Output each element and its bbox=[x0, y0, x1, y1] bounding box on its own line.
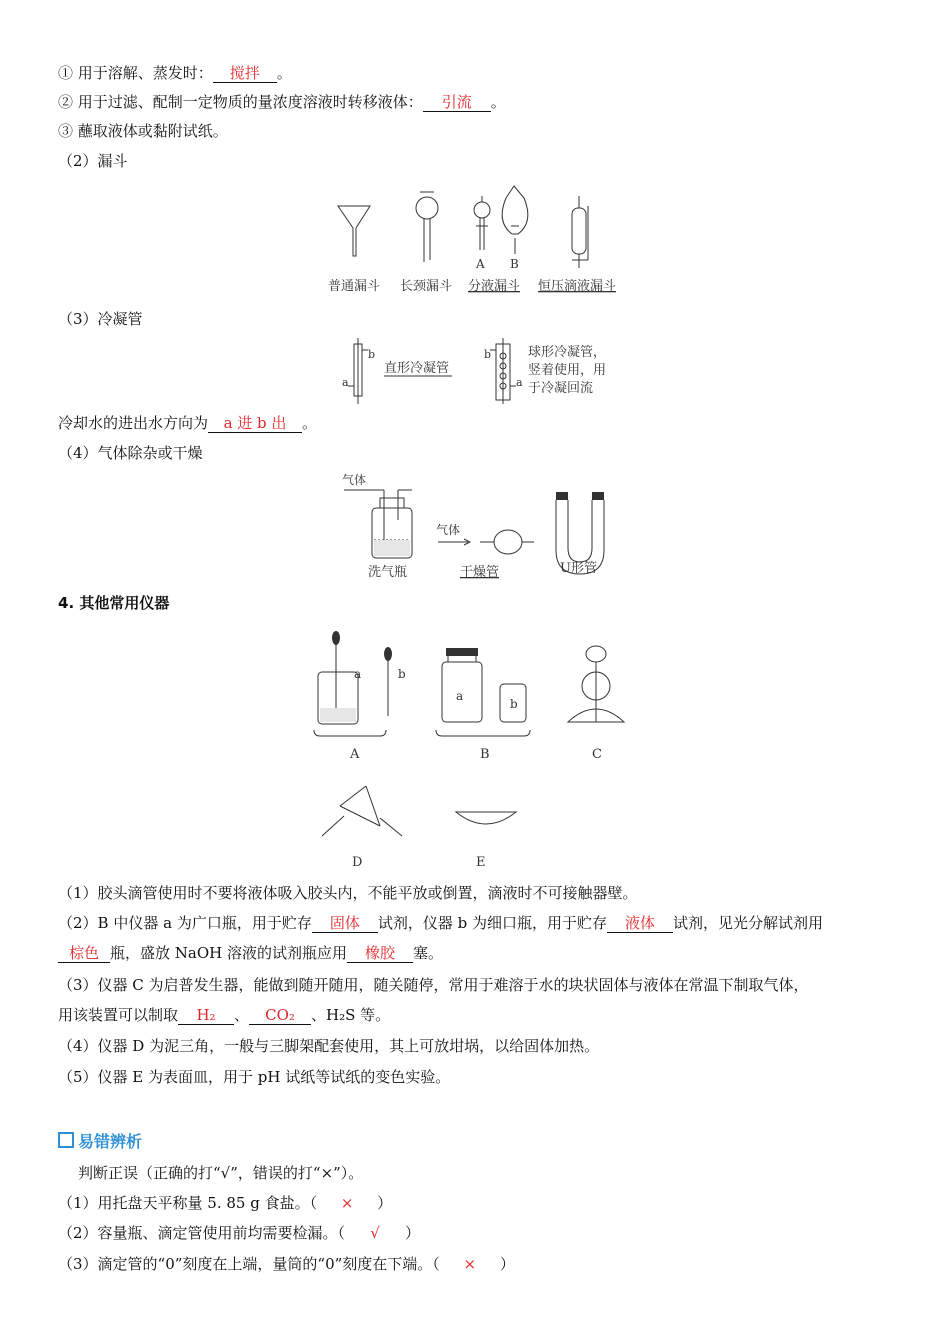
paragraph-5: （5）仪器 E 为表面皿，用于 pH 试纸等试纸的变色实验。 bbox=[58, 1068, 451, 1086]
clay-triangle-icon bbox=[340, 786, 366, 806]
port-b: b bbox=[484, 348, 492, 361]
port-a: a bbox=[516, 376, 523, 389]
section-heading bbox=[58, 592, 169, 614]
answer-blank: 橡胶 bbox=[347, 944, 413, 963]
instruments-figure bbox=[300, 626, 660, 876]
ball-condenser-label: 球形冷凝管， bbox=[528, 345, 607, 360]
glass-rod-use-2 bbox=[58, 91, 506, 113]
text: 用该装置可以制取 bbox=[58, 1006, 179, 1024]
port-a: a bbox=[342, 376, 349, 389]
glass-rod-use-3: ③ 蘸取液体或黏附试纸。 bbox=[58, 122, 228, 140]
funnel-heading: （2）漏斗 bbox=[58, 152, 128, 170]
gas-figure bbox=[330, 470, 630, 582]
error-item bbox=[58, 1192, 392, 1214]
small-label-a: a bbox=[456, 689, 464, 703]
item-close: ） bbox=[377, 1194, 393, 1212]
port-b: b bbox=[368, 348, 376, 361]
text: ② 用于过滤、配制一定物质的量浓度溶液时转移液体： bbox=[58, 93, 423, 111]
funnel-figure bbox=[320, 178, 640, 298]
water-flow-line bbox=[58, 412, 317, 434]
error-intro: 判断正误（正确的打“√”，错误的打“×”）。 bbox=[78, 1164, 364, 1182]
small-label-b: b bbox=[398, 667, 406, 681]
paragraph-1: （1）胶头滴管使用时不要将液体吸入胶头内，不能平放或倒置，滴液时不可接触器壁。 bbox=[58, 884, 638, 902]
gas-heading: （4）气体除杂或干燥 bbox=[58, 444, 203, 462]
item-close: ） bbox=[405, 1224, 421, 1242]
paragraph-3a: （3）仪器 C 为启普发生器，能做到随开随用，随关随停，常用于难溶于水的块状固体与液体在常温下制取气体， bbox=[58, 976, 809, 994]
condenser-figure bbox=[340, 336, 630, 406]
text: 、H₂S 等。 bbox=[311, 1006, 391, 1024]
text: ① 用于溶解、蒸发时： bbox=[58, 64, 213, 82]
text: 。 bbox=[302, 414, 318, 432]
ball-condenser-label: 竖着使用，用 bbox=[528, 363, 607, 378]
watch-glass-icon bbox=[456, 812, 516, 824]
letter-b: B bbox=[510, 257, 519, 271]
heading-number: 4 bbox=[58, 594, 69, 612]
straight-condenser-label: 直形冷凝管 bbox=[384, 361, 450, 376]
item-text: （2）容量瓶、滴定管使用前均需要检漏。（ bbox=[58, 1224, 346, 1242]
paragraph-2a bbox=[58, 912, 823, 934]
error-item bbox=[58, 1253, 515, 1275]
drying-tube-icon bbox=[494, 530, 522, 554]
item-close: ） bbox=[499, 1255, 515, 1273]
glass-rod-use-1 bbox=[58, 62, 292, 84]
separatory-funnel-b-icon bbox=[502, 186, 528, 234]
check-mark: √ bbox=[370, 1224, 380, 1242]
cross-mark: × bbox=[463, 1255, 477, 1273]
text: 试剂，见光分解试剂用 bbox=[672, 914, 823, 932]
funnel-label: 恒压滴液漏斗 bbox=[538, 279, 617, 294]
text: 。 bbox=[276, 64, 292, 82]
answer-blank: 搅拌 bbox=[213, 64, 277, 83]
ordinary-funnel-icon bbox=[338, 206, 370, 256]
long-neck-funnel-icon bbox=[416, 197, 438, 219]
fig-letter: B bbox=[480, 747, 490, 762]
letter-a: A bbox=[476, 257, 485, 271]
small-label-b: b bbox=[510, 697, 518, 711]
answer-blank: 棕色 bbox=[58, 944, 110, 963]
error-item bbox=[58, 1222, 420, 1244]
fig-letter: C bbox=[592, 747, 602, 762]
title-text: 易错辨析 bbox=[78, 1132, 143, 1151]
funnel-label: 长颈漏斗 bbox=[400, 279, 453, 294]
fig-letter: A bbox=[350, 747, 360, 762]
gas-device-label: U形管 bbox=[560, 561, 597, 576]
funnel-label: 普通漏斗 bbox=[328, 279, 381, 294]
text: （2）B 中仪器 a 为广口瓶，用于贮存 bbox=[58, 914, 312, 932]
separatory-funnel-a-icon bbox=[474, 202, 490, 218]
answer-blank: 固体 bbox=[312, 914, 378, 933]
text: 冷却水的进出水方向为 bbox=[58, 414, 209, 432]
pressure-funnel-icon bbox=[572, 208, 586, 254]
error-analysis-title bbox=[58, 1131, 142, 1153]
text: 、 bbox=[234, 1006, 250, 1024]
condenser-heading: （3）冷凝管 bbox=[58, 310, 143, 328]
answer-blank: a 进 b 出 bbox=[208, 414, 302, 433]
text: 。 bbox=[490, 93, 506, 111]
text: 试剂，仪器 b 为细口瓶，用于贮存 bbox=[377, 914, 607, 932]
square-icon bbox=[58, 1132, 74, 1148]
paragraph-4: （4）仪器 D 为泥三角，一般与三脚架配套使用，其上可放坩埚，以给固体加热。 bbox=[58, 1037, 600, 1055]
ball-condenser-label: 于冷凝回流 bbox=[528, 381, 594, 396]
text: 塞。 bbox=[412, 944, 443, 962]
item-text: （3）滴定管的“0”刻度在上端，量筒的“0”刻度在下端。（ bbox=[58, 1255, 440, 1273]
gas-label: 气体 bbox=[342, 473, 367, 487]
cross-mark: × bbox=[340, 1194, 354, 1212]
funnel-label: 分液漏斗 bbox=[468, 279, 521, 294]
gas-device-label: 干燥管 bbox=[460, 565, 500, 580]
small-label-a: a bbox=[354, 667, 362, 681]
heading-text: . 其他常用仪器 bbox=[68, 594, 170, 612]
text: 瓶，盛放 NaOH 溶液的试剂瓶应用 bbox=[110, 944, 347, 962]
gas-device-label: 洗气瓶 bbox=[368, 565, 408, 580]
fig-letter: E bbox=[476, 855, 486, 870]
paragraph-3b bbox=[58, 1004, 390, 1026]
answer-blank: CO₂ bbox=[249, 1006, 311, 1025]
answer-blank: H₂ bbox=[178, 1006, 234, 1025]
item-text: （1）用托盘天平称量 5. 85 g 食盐。（ bbox=[58, 1194, 318, 1212]
paragraph-2b bbox=[58, 942, 443, 964]
answer-blank: 引流 bbox=[423, 93, 491, 112]
fig-letter: D bbox=[352, 855, 363, 870]
gas-label: 气体 bbox=[436, 523, 461, 537]
answer-blank: 液体 bbox=[607, 914, 673, 933]
